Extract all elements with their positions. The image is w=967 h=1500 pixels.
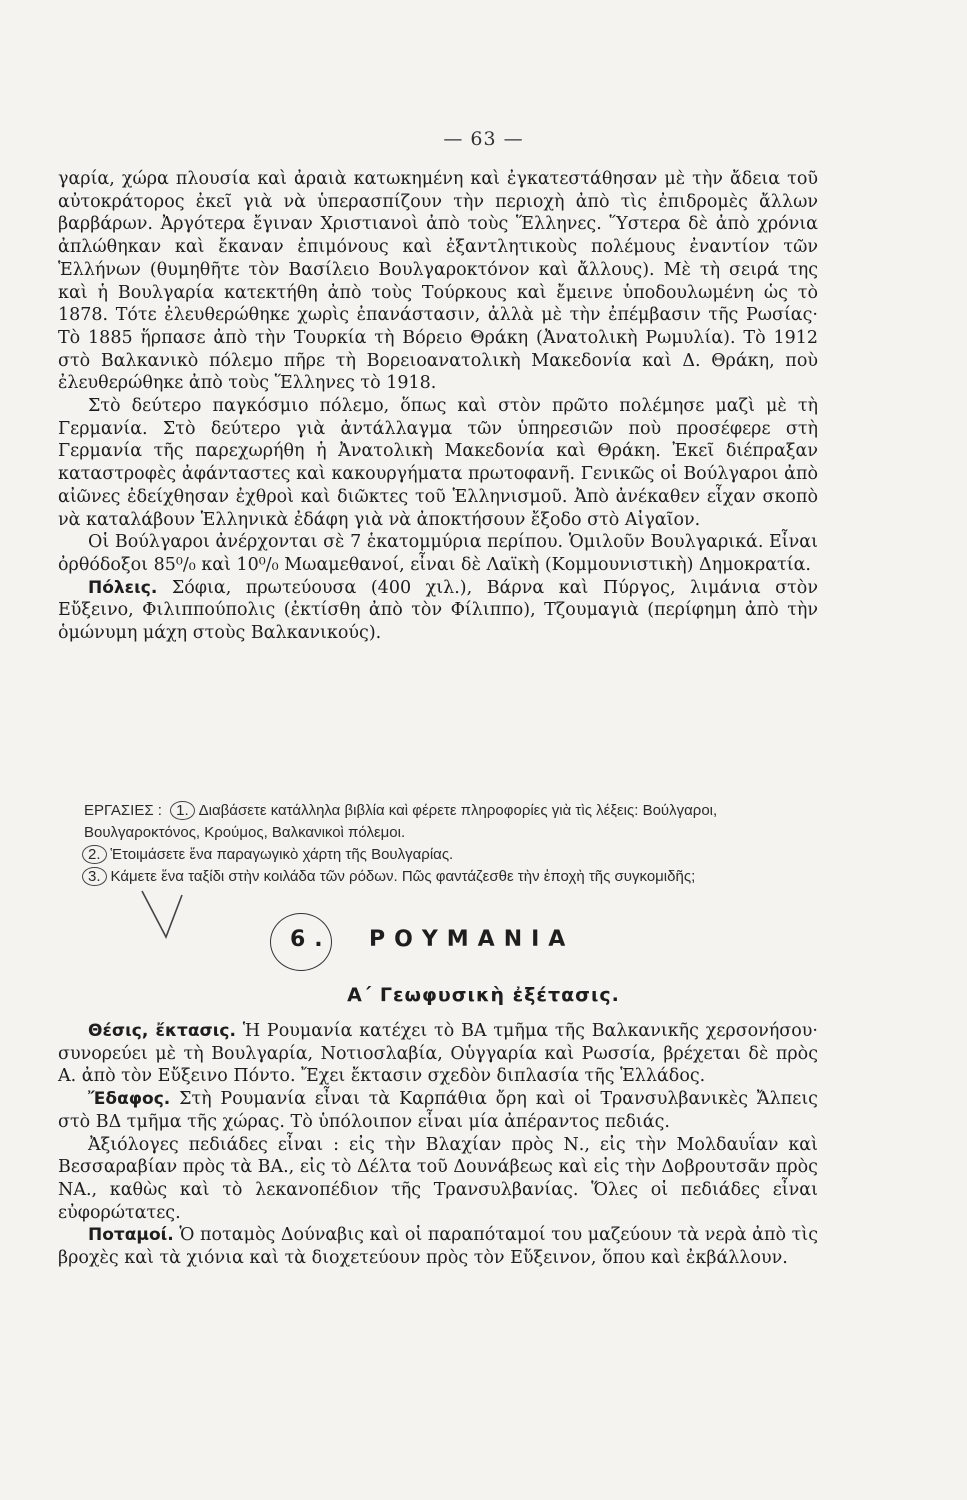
history-paragraph: γαρία, χώρα πλουσία καὶ ἀραιὰ κατωκημένη καὶ ἐγκατεστάθησαν μὲ τὴν ἄδεια τοῦ αὐτοκράτορος ἐκεῖ γιὰ νὰ ὑπερασπίζουν τὴν περιοχὴ ἀπὸ τὶς ἐπιδρομὲς ἄλλων βαρβάρων. Ἀργότερα ἔγιναν Χριστιανοὶ ἀπὸ τοὺς Ἕλληνες. Ὕστερα δὲ ἀπὸ χρόνια ἀπλώθηκαν καὶ ἔκαναν ἐπιμόνους καὶ ἐξαντλητικοὺς πολέμους ἐναντίον τῶν Ἑλλήνων (θυμηθῆτε τὸν Βασίλειο Βουλγαροκτόνον καὶ ἄλλους). Μὲ τὴ σειρά της καὶ ἡ Βουλγαρία κατεκτήθη ἀπὸ τοὺς Τούρκους καὶ ἔμεινε ὑποδουλωμένη ὡς τὸ 1878. Τότε ἐλευθερώθηκε χωρὶς ἐπανάστασιν, ἀλλὰ μὲ τὴν ἐπέμβασιν τῆς Ρωσίας· Τὸ 1885 ἥρπασε ἀπὸ τὴν Τουρκία τὴ Βόρειο Θράκη (Ἀνατολικὴ Ρωμυλία). Τὸ 1912 στὸ Βαλκανικὸ πόλεμο πῆρε τὴ Βορειοανατολικὴ Μακεδονία καὶ Δ. Θράκη, ποὺ ἐλευθερώθηκε ἀπὸ τοὺς Ἕλληνες τὸ 1918.	[58, 169, 818, 394]
exercise-3	[38, 866, 828, 888]
ww2-paragraph: Στὸ δεύτερο παγκόσμιο πόλεμο, ὅπως καὶ στὸν πρῶτο πολέμησε μαζὶ μὲ τὴ Γερμανία. Στὸ δεύτερο γιὰ ἀντάλλαγμα τῶν ὑπηρεσιῶν ποὺ προσέφερε στὴ Γερμανία τῆς παρεχωρήθη ἡ Ἀνατολικὴ Μακεδονία καὶ Θράκη. Ἐκεῖ διέπραξαν καταστροφὲς ἀφάνταστες καὶ κακουργήματα πρωτοφανῆ. Γενικῶς οἱ Βούλγαροι ἀπὸ αἰῶνες ἐδείχθησαν ἐχθροὶ καὶ διῶκτες τοῦ Ἑλληνισμοῦ. Ἀπὸ ἀνέκαθεν εἶχαν σκοπὸ νὰ καταλάβουν Ἑλληνικὰ ἐδάφη γιὰ νὰ ἀποκτήσουν ἔξοδο στὸ Αἰγαῖον.	[58, 396, 818, 530]
exercise-text: Ἑτοιμάσετε ἕνα παραγωγικὸ χάρτη τῆς Βουλγαρίας.	[110, 846, 454, 863]
exercises-label: ΕΡΓΑΣΙΕΣ :	[84, 802, 162, 819]
section-heading: Α΄ Γεωφυσικὴ ἐξέτασις.	[347, 984, 620, 1006]
cities-paragraph: Πόλεις. Σόφια, πρωτεύουσα (400 χιλ.), Βάρνα καὶ Πύργος, λιμάνια στὸν Εὔξεινο, Φιλιππούπολις (ἐκτίσθη ἀπὸ τὸν Φίλιππο), Τζουμαγιὰ (περίφημη ἀπὸ τὴν ὁμώνυμη μάχη στοὺς Βαλκανικούς).	[58, 577, 818, 644]
bulgaria-history-section	[58, 168, 818, 645]
plains-paragraph: Ἀξιόλογες πεδιάδες εἶναι : εἰς τὴν Βλαχίαν πρὸς Ν., εἰς τὴν Μολδαυΐαν καὶ Βεσσαραβίαν πρὸς τὰ ΒΑ., εἰς τὸ Δέλτα τοῦ Δουνάβεως καὶ εἰς τὴν Δοβρουτσᾶν πρὸς ΝΑ., καθὼς καὶ τὸ λεκανοπέδιον τῆς Τρανσυλβανίας. Ὅλες οἱ πεδιάδες εἶναι εὐφορώτατες.	[58, 1134, 818, 1223]
paragraph-lead: Ἔδαφος.	[88, 1089, 171, 1110]
exercise-number: 1.	[170, 801, 195, 820]
population-paragraph: Οἱ Βούλγαροι ἀνέρχονται σὲ 7 ἑκατομμύρια περίπου. Ὁμιλοῦν Βουλγαρικά. Εἶναι ὀρθόδοξοι 85⁰/₀ καὶ 10⁰/₀ Μωαμεθανοί, εἶναι δὲ Λαϊκὴ (Κομμουνιστικὴ) Δημοκρατία.	[58, 532, 818, 575]
exercise-2	[38, 844, 828, 866]
handwritten-check-mark	[138, 887, 188, 943]
chapter-title	[290, 927, 574, 952]
terrain-paragraph: Ἔδαφος. Στὴ Ρουμανία εἶναι τὰ Καρπάθια ὄρη καὶ οἱ Τρανσυλβανικὲς Ἄλπεις στὸ ΒΔ τμῆμα τῆς χώρας. Τὸ ὑπόλοιπον εἶναι μία ἀπέραντος πεδιάς.	[58, 1089, 818, 1132]
exercise-1	[38, 800, 828, 844]
exercise-number: 2.	[82, 845, 107, 864]
chapter-number: 6.	[290, 927, 332, 952]
cities-lead: Πόλεις.	[88, 577, 158, 598]
paragraph-lead: Θέσις, ἔκτασις.	[88, 1021, 236, 1041]
position-paragraph: Θέσις, ἔκτασις. Ἡ Ρουμανία κατέχει τὸ ΒΑ τμῆμα τῆς Βαλκανικῆς χερσονήσου· συνορεύει μὲ τὴ Βουλγαρία, Νοτιοσλαβία, Οὑγγαρία καὶ Ρωσσία, βρέχεται δὲ πρὸς Α. ἀπὸ τὸν Εὔξεινο Πόντο. Ἔχει ἔκτασιν σχεδὸν διπλασία τῆς Ἑλλάδος.	[58, 1021, 818, 1087]
exercise-number: 3.	[82, 867, 107, 886]
exercise-text: Κάμετε ἕνα ταξίδι στὴν κοιλάδα τῶν ρόδων. Πῶς φαντάζεσθε τὴν ἐποχὴ τῆς συγκομιδῆς;	[110, 868, 696, 885]
exercise-text: Διαβάσετε κατάλληλα βιβλία καὶ φέρετε πληροφορίες γιὰ τὶς λέξεις: Βούλγαροι, Βουλγαροκτόνος, Κρούμος, Βαλκανικοὶ πόλεμοι.	[84, 802, 718, 841]
rivers-paragraph: Ποταμοί. Ὁ ποταμὸς Δούναβις καὶ οἱ παραπόταμοί του μαζεύουν τὰ νερὰ ἀπὸ τὶς βροχὲς καὶ τὰ χιόνια καὶ τὰ διοχετεύουν πρὸς τὸν Εὔξεινον, ὅπου καὶ ἐκβάλλουν.	[58, 1225, 818, 1269]
romania-geography-section	[58, 1020, 818, 1270]
exercises-block	[38, 800, 828, 888]
page-number: — 63 —	[443, 128, 524, 150]
paragraph-lead: Ποταμοί.	[88, 1225, 174, 1246]
chapter-name: ΡΟΥΜΑΝΙΑ	[369, 927, 575, 952]
chapter-heading	[270, 913, 600, 973]
